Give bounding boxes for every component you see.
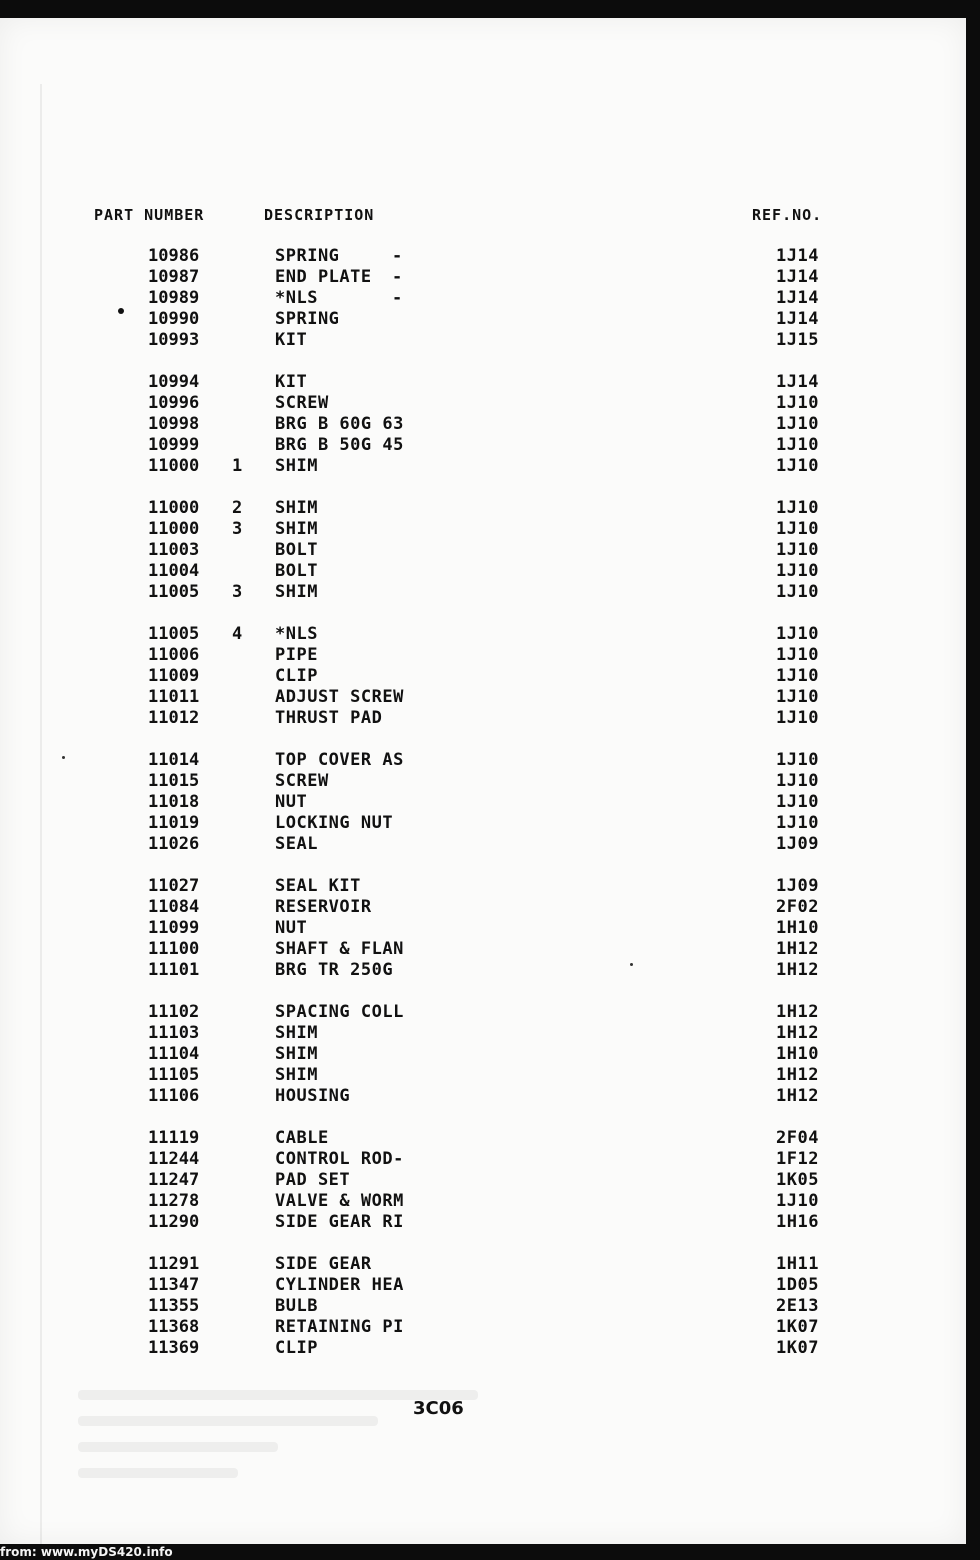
- part-number-cell: 10986: [148, 246, 200, 266]
- description-cell: BOLT: [275, 540, 318, 560]
- description-cell: SIDE GEAR RI: [275, 1212, 404, 1232]
- part-number-cell: 10990: [148, 309, 200, 329]
- ref-no-cell: 2F02: [776, 897, 819, 917]
- ref-no-cell: 1H10: [776, 918, 819, 938]
- description-cell: SHIM: [275, 498, 318, 518]
- table-row: [0, 897, 966, 918]
- table-row: [0, 1065, 966, 1086]
- table-row: [0, 708, 966, 729]
- part-number-cell: 10989: [148, 288, 200, 308]
- ref-no-cell: 1D05: [776, 1275, 819, 1295]
- part-number-cell: 11369: [148, 1338, 200, 1358]
- table-row: [0, 1275, 966, 1296]
- description-cell: SCREW: [275, 393, 329, 413]
- part-number-cell: 11244: [148, 1149, 200, 1169]
- table-row: [0, 435, 966, 456]
- ref-no-cell: 1K07: [776, 1317, 819, 1337]
- description-cell: HOUSING: [275, 1086, 351, 1106]
- description-cell: NUT: [275, 918, 308, 938]
- description-cell: *NLS: [275, 624, 318, 644]
- ref-no-cell: 1J10: [776, 792, 819, 812]
- part-number-cell: 11102: [148, 1002, 200, 1022]
- description-cell: SIDE GEAR: [275, 1254, 372, 1274]
- part-number-cell: 11009: [148, 666, 200, 686]
- description-cell: SHIM: [275, 1023, 318, 1043]
- description-cell: SHIM: [275, 519, 318, 539]
- part-number-cell: 11012: [148, 708, 200, 728]
- ref-no-cell: 1J10: [776, 540, 819, 560]
- description-cell: PIPE: [275, 645, 318, 665]
- part-number-cell: 11278: [148, 1191, 200, 1211]
- part-number-cell: 11011: [148, 687, 200, 707]
- parts-group: [0, 624, 966, 729]
- part-number-cell: 11291: [148, 1254, 200, 1274]
- table-row: [0, 876, 966, 897]
- table-row: [0, 1044, 966, 1065]
- parts-groups: [0, 246, 966, 1380]
- part-number-cell: 11018: [148, 792, 200, 812]
- table-row: [0, 666, 966, 687]
- part-number-cell: 11005: [148, 624, 200, 644]
- header-ref-no: REF.NO.: [752, 206, 823, 224]
- table-row: [0, 582, 966, 603]
- part-number-cell: 11026: [148, 834, 200, 854]
- description-cell: END PLATE: [275, 267, 372, 287]
- table-row: [0, 918, 966, 939]
- dash-mark: -: [392, 267, 403, 287]
- description-cell: ADJUST SCREW: [275, 687, 404, 707]
- parts-group: [0, 1128, 966, 1233]
- ref-no-cell: 1H12: [776, 1065, 819, 1085]
- ref-no-cell: 1J10: [776, 624, 819, 644]
- description-cell: SCREW: [275, 771, 329, 791]
- table-row: [0, 309, 966, 330]
- description-cell: SHIM: [275, 1044, 318, 1064]
- table-row: [0, 687, 966, 708]
- parts-group: [0, 1254, 966, 1359]
- description-cell: SHIM: [275, 1065, 318, 1085]
- sub-index-cell: 3: [232, 519, 243, 539]
- description-cell: BRG TR 250G: [275, 960, 394, 980]
- part-number-cell: 11347: [148, 1275, 200, 1295]
- ref-no-cell: 1J10: [776, 519, 819, 539]
- part-number-cell: 11106: [148, 1086, 200, 1106]
- ref-no-cell: 1J10: [776, 414, 819, 434]
- ref-no-cell: 1J10: [776, 813, 819, 833]
- description-cell: PAD SET: [275, 1170, 351, 1190]
- table-row: [0, 645, 966, 666]
- table-row: [0, 939, 966, 960]
- table-row: [0, 498, 966, 519]
- part-number-cell: 11100: [148, 939, 200, 959]
- table-row: [0, 960, 966, 981]
- page-code: 3C06: [413, 1398, 464, 1419]
- description-cell: BRG B 60G 63: [275, 414, 404, 434]
- part-number-cell: 11368: [148, 1317, 200, 1337]
- ref-no-cell: 1F12: [776, 1149, 819, 1169]
- parts-group: [0, 750, 966, 855]
- ref-no-cell: 1J10: [776, 435, 819, 455]
- table-row: [0, 792, 966, 813]
- description-cell: SPRING: [275, 309, 340, 329]
- ref-no-cell: 1H12: [776, 939, 819, 959]
- table-row: [0, 1149, 966, 1170]
- ref-no-cell: 1J10: [776, 582, 819, 602]
- ref-no-cell: 1J10: [776, 393, 819, 413]
- description-cell: VALVE & WORM: [275, 1191, 404, 1211]
- ref-no-cell: 1J10: [776, 561, 819, 581]
- description-cell: SPRING: [275, 246, 340, 266]
- part-number-cell: 11084: [148, 897, 200, 917]
- ref-no-cell: 1K05: [776, 1170, 819, 1190]
- table-row: [0, 813, 966, 834]
- part-number-cell: 10999: [148, 435, 200, 455]
- description-cell: CLIP: [275, 1338, 318, 1358]
- ref-no-cell: 1H12: [776, 1086, 819, 1106]
- part-number-cell: 11000: [148, 519, 200, 539]
- description-cell: SHIM: [275, 456, 318, 476]
- description-cell: CONTROL ROD-: [275, 1149, 404, 1169]
- source-credit: from: www.myDS420.info: [0, 1544, 179, 1560]
- table-row: [0, 750, 966, 771]
- part-number-cell: 11104: [148, 1044, 200, 1064]
- ref-no-cell: 1J10: [776, 1191, 819, 1211]
- parts-group: [0, 876, 966, 981]
- part-number-cell: 11099: [148, 918, 200, 938]
- table-row: [0, 1128, 966, 1149]
- description-cell: THRUST PAD: [275, 708, 383, 728]
- description-cell: SPACING COLL: [275, 1002, 404, 1022]
- dash-mark: -: [392, 246, 403, 266]
- part-number-cell: 11003: [148, 540, 200, 560]
- part-number-cell: 11119: [148, 1128, 200, 1148]
- part-number-cell: 11005: [148, 582, 200, 602]
- table-row: [0, 1338, 966, 1359]
- part-number-cell: 10998: [148, 414, 200, 434]
- ref-no-cell: 1J14: [776, 288, 819, 308]
- description-cell: RESERVOIR: [275, 897, 372, 917]
- description-cell: NUT: [275, 792, 308, 812]
- part-number-cell: 11006: [148, 645, 200, 665]
- ref-no-cell: 1J10: [776, 645, 819, 665]
- table-row: [0, 1254, 966, 1275]
- table-row: [0, 561, 966, 582]
- table-row: [0, 834, 966, 855]
- table-row: [0, 456, 966, 477]
- ref-no-cell: 1H12: [776, 960, 819, 980]
- part-number-cell: 11000: [148, 456, 200, 476]
- table-row: [0, 1191, 966, 1212]
- part-number-cell: 11004: [148, 561, 200, 581]
- part-number-cell: 11015: [148, 771, 200, 791]
- table-row: [0, 624, 966, 645]
- ref-no-cell: 1J10: [776, 666, 819, 686]
- dash-mark: -: [392, 288, 403, 308]
- part-number-cell: 10993: [148, 330, 200, 350]
- part-number-cell: 10987: [148, 267, 200, 287]
- ref-no-cell: 1J10: [776, 771, 819, 791]
- table-row: [0, 1023, 966, 1044]
- header-part-number: PART NUMBER: [94, 206, 205, 224]
- part-number-cell: 11000: [148, 498, 200, 518]
- description-cell: KIT: [275, 372, 308, 392]
- table-row: [0, 1086, 966, 1107]
- table-row: [0, 1002, 966, 1023]
- description-cell: CYLINDER HEA: [275, 1275, 404, 1295]
- ref-no-cell: 1H12: [776, 1023, 819, 1043]
- ref-no-cell: 1J14: [776, 267, 819, 287]
- parts-group: [0, 1002, 966, 1107]
- table-row: [0, 1170, 966, 1191]
- ref-no-cell: 1J10: [776, 750, 819, 770]
- description-cell: SHIM: [275, 582, 318, 602]
- description-cell: *NLS: [275, 288, 318, 308]
- part-number-cell: 10996: [148, 393, 200, 413]
- description-cell: KIT: [275, 330, 308, 350]
- ref-no-cell: 1J15: [776, 330, 819, 350]
- column-header-row: [0, 206, 966, 230]
- table-row: [0, 414, 966, 435]
- description-cell: CLIP: [275, 666, 318, 686]
- part-number-cell: 11355: [148, 1296, 200, 1316]
- ref-no-cell: 1J14: [776, 246, 819, 266]
- table-row: [0, 267, 966, 288]
- part-number-cell: 11103: [148, 1023, 200, 1043]
- sub-index-cell: 1: [232, 456, 243, 476]
- sub-index-cell: 4: [232, 624, 243, 644]
- part-number-cell: 11105: [148, 1065, 200, 1085]
- document-sheet: [0, 18, 966, 1544]
- sub-index-cell: 3: [232, 582, 243, 602]
- table-row: [0, 519, 966, 540]
- description-cell: BOLT: [275, 561, 318, 581]
- part-number-cell: 11027: [148, 876, 200, 896]
- ref-no-cell: 2E13: [776, 1296, 819, 1316]
- part-number-cell: 11290: [148, 1212, 200, 1232]
- description-cell: TOP COVER AS: [275, 750, 404, 770]
- ref-no-cell: 1H10: [776, 1044, 819, 1064]
- ref-no-cell: 1J10: [776, 456, 819, 476]
- part-number-cell: 11019: [148, 813, 200, 833]
- table-row: [0, 372, 966, 393]
- ref-no-cell: 1J14: [776, 372, 819, 392]
- ref-no-cell: 1H11: [776, 1254, 819, 1274]
- description-cell: CABLE: [275, 1128, 329, 1148]
- parts-list: [0, 18, 966, 1544]
- table-row: [0, 288, 966, 309]
- ref-no-cell: 1H12: [776, 1002, 819, 1022]
- ref-no-cell: 1J10: [776, 687, 819, 707]
- ref-no-cell: 2F04: [776, 1128, 819, 1148]
- part-number-cell: 11101: [148, 960, 200, 980]
- ref-no-cell: 1J14: [776, 309, 819, 329]
- ref-no-cell: 1J10: [776, 498, 819, 518]
- description-cell: RETAINING PI: [275, 1317, 404, 1337]
- ref-no-cell: 1K07: [776, 1338, 819, 1358]
- table-row: [0, 246, 966, 267]
- parts-group: [0, 372, 966, 477]
- table-row: [0, 330, 966, 351]
- header-description: DESCRIPTION: [264, 206, 375, 224]
- description-cell: BRG B 50G 45: [275, 435, 404, 455]
- ref-no-cell: 1J09: [776, 834, 819, 854]
- table-row: [0, 1296, 966, 1317]
- table-row: [0, 1212, 966, 1233]
- description-cell: LOCKING NUT: [275, 813, 394, 833]
- description-cell: SEAL KIT: [275, 876, 361, 896]
- parts-group: [0, 498, 966, 603]
- ref-no-cell: 1H16: [776, 1212, 819, 1232]
- part-number-cell: 11247: [148, 1170, 200, 1190]
- part-number-cell: 11014: [148, 750, 200, 770]
- description-cell: SHAFT & FLAN: [275, 939, 404, 959]
- description-cell: BULB: [275, 1296, 318, 1316]
- table-row: [0, 1317, 966, 1338]
- ref-no-cell: 1J09: [776, 876, 819, 896]
- table-row: [0, 393, 966, 414]
- sub-index-cell: 2: [232, 498, 243, 518]
- ref-no-cell: 1J10: [776, 708, 819, 728]
- part-number-cell: 10994: [148, 372, 200, 392]
- description-cell: SEAL: [275, 834, 318, 854]
- parts-group: [0, 246, 966, 351]
- table-row: [0, 771, 966, 792]
- table-row: [0, 540, 966, 561]
